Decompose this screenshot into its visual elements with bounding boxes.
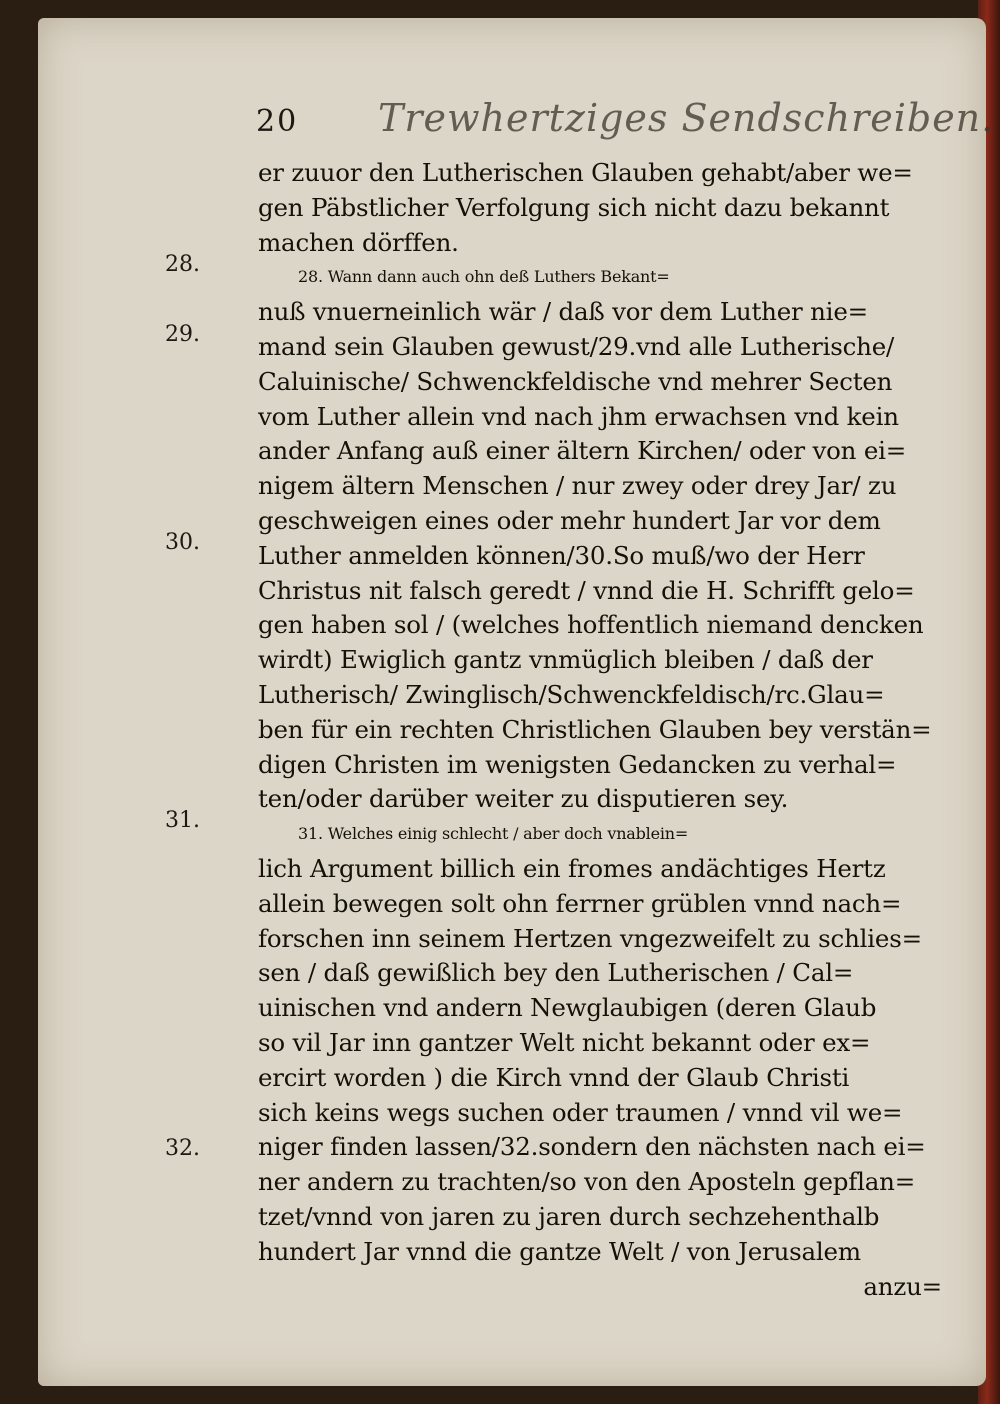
text-line: ben für ein rechten Christlichen Glauben bey verstän= — [258, 714, 932, 744]
margin-note-28: 28. — [165, 252, 200, 277]
page-header — [0, 96, 1000, 156]
text-line: wirdt) Ewiglich gantz vnmüglich bleiben / daß der — [258, 645, 873, 675]
catchword: anzu= — [863, 1271, 942, 1301]
text-line: tzet/vnnd von jaren zu jaren durch sechzehenthalb — [258, 1201, 880, 1231]
text-line: ten/oder darüber weiter zu disputieren sey. — [258, 784, 789, 814]
text-line: ercirt worden ) die Kirch vnnd der Glaub Christi — [258, 1062, 850, 1092]
body-text — [258, 156, 948, 1304]
margin-note-29: 29. — [165, 322, 200, 347]
text-line: vom Luther allein vnd nach jhm erwachsen vnd kein — [258, 401, 899, 431]
text-line: machen dörffen. — [258, 227, 459, 257]
text-line: nigem ältern Menschen / nur zwey oder drey Jar/ zu — [258, 471, 897, 501]
text-line: gen haben sol / (welches hoffentlich niemand dencken — [258, 610, 924, 640]
text-line: uinischen vnd andern Newglaubigen (deren Glaub — [258, 993, 877, 1023]
margin-note-32: 32. — [165, 1136, 200, 1161]
text-line: allein bewegen solt ohn ferrner grüblen vnnd nach= — [258, 888, 902, 918]
text-line: 31. Welches einig schlecht / aber doch vnablein= — [298, 824, 689, 844]
text-line: Luther anmelden können/30.So muß/wo der Herr — [258, 540, 865, 570]
text-line: ner andern zu trachten/so von den Aposteln gepflan= — [258, 1167, 916, 1197]
text-line: hundert Jar vnnd die gantze Welt / von Jerusalem — [258, 1236, 861, 1266]
text-line: lich Argument billich ein fromes andächtiges Hertz — [258, 853, 886, 883]
text-line: niger finden lassen/32.sondern den nächsten nach ei= — [258, 1132, 926, 1162]
text-line: so vil Jar inn gantzer Welt nicht bekannt oder ex= — [258, 1027, 871, 1057]
text-line: geschweigen eines oder mehr hundert Jar vor dem — [258, 505, 881, 535]
text-line: sen / daß gewißlich bey den Lutherischen / Cal= — [258, 958, 854, 988]
text-line: forschen inn seinem Hertzen vngezweifelt zu schlies= — [258, 923, 922, 953]
text-line: ander Anfang auß einer ältern Kirchen/ oder von ei= — [258, 436, 907, 466]
text-line: digen Christen im wenigsten Gedancken zu verhal= — [258, 749, 897, 779]
text-line: Caluinische/ Schwenckfeldische vnd mehrer Secten — [258, 366, 893, 396]
text-line: mand sein Glauben gewust/29.vnd alle Lutherische/ — [258, 331, 895, 361]
text-line: gen Päbstlicher Verfolgung sich nicht dazu bekannt — [258, 192, 890, 222]
text-line: Christus nit falsch geredt / vnnd die H. Schrifft gelo= — [258, 575, 915, 605]
margin-note-30: 30. — [165, 530, 200, 555]
text-line: 28. Wann dann auch ohn deß Luthers Bekant= — [298, 267, 670, 287]
text-line: sich keins wegs suchen oder traumen / vnnd vil we= — [258, 1097, 903, 1127]
text-line: nuß vnuerneinlich wär / daß vor dem Luther nie= — [258, 297, 868, 327]
margin-note-31: 31. — [165, 808, 200, 833]
text-line: Lutherisch/ Zwinglisch/Schwenckfeldisch/rc.Glau= — [258, 679, 885, 709]
running-title: Trewhertziges Sendschreiben. — [378, 96, 995, 140]
text-line: er zuuor den Lutherischen Glauben gehabt/aber we= — [258, 158, 913, 187]
page-number: 20 — [256, 104, 299, 139]
